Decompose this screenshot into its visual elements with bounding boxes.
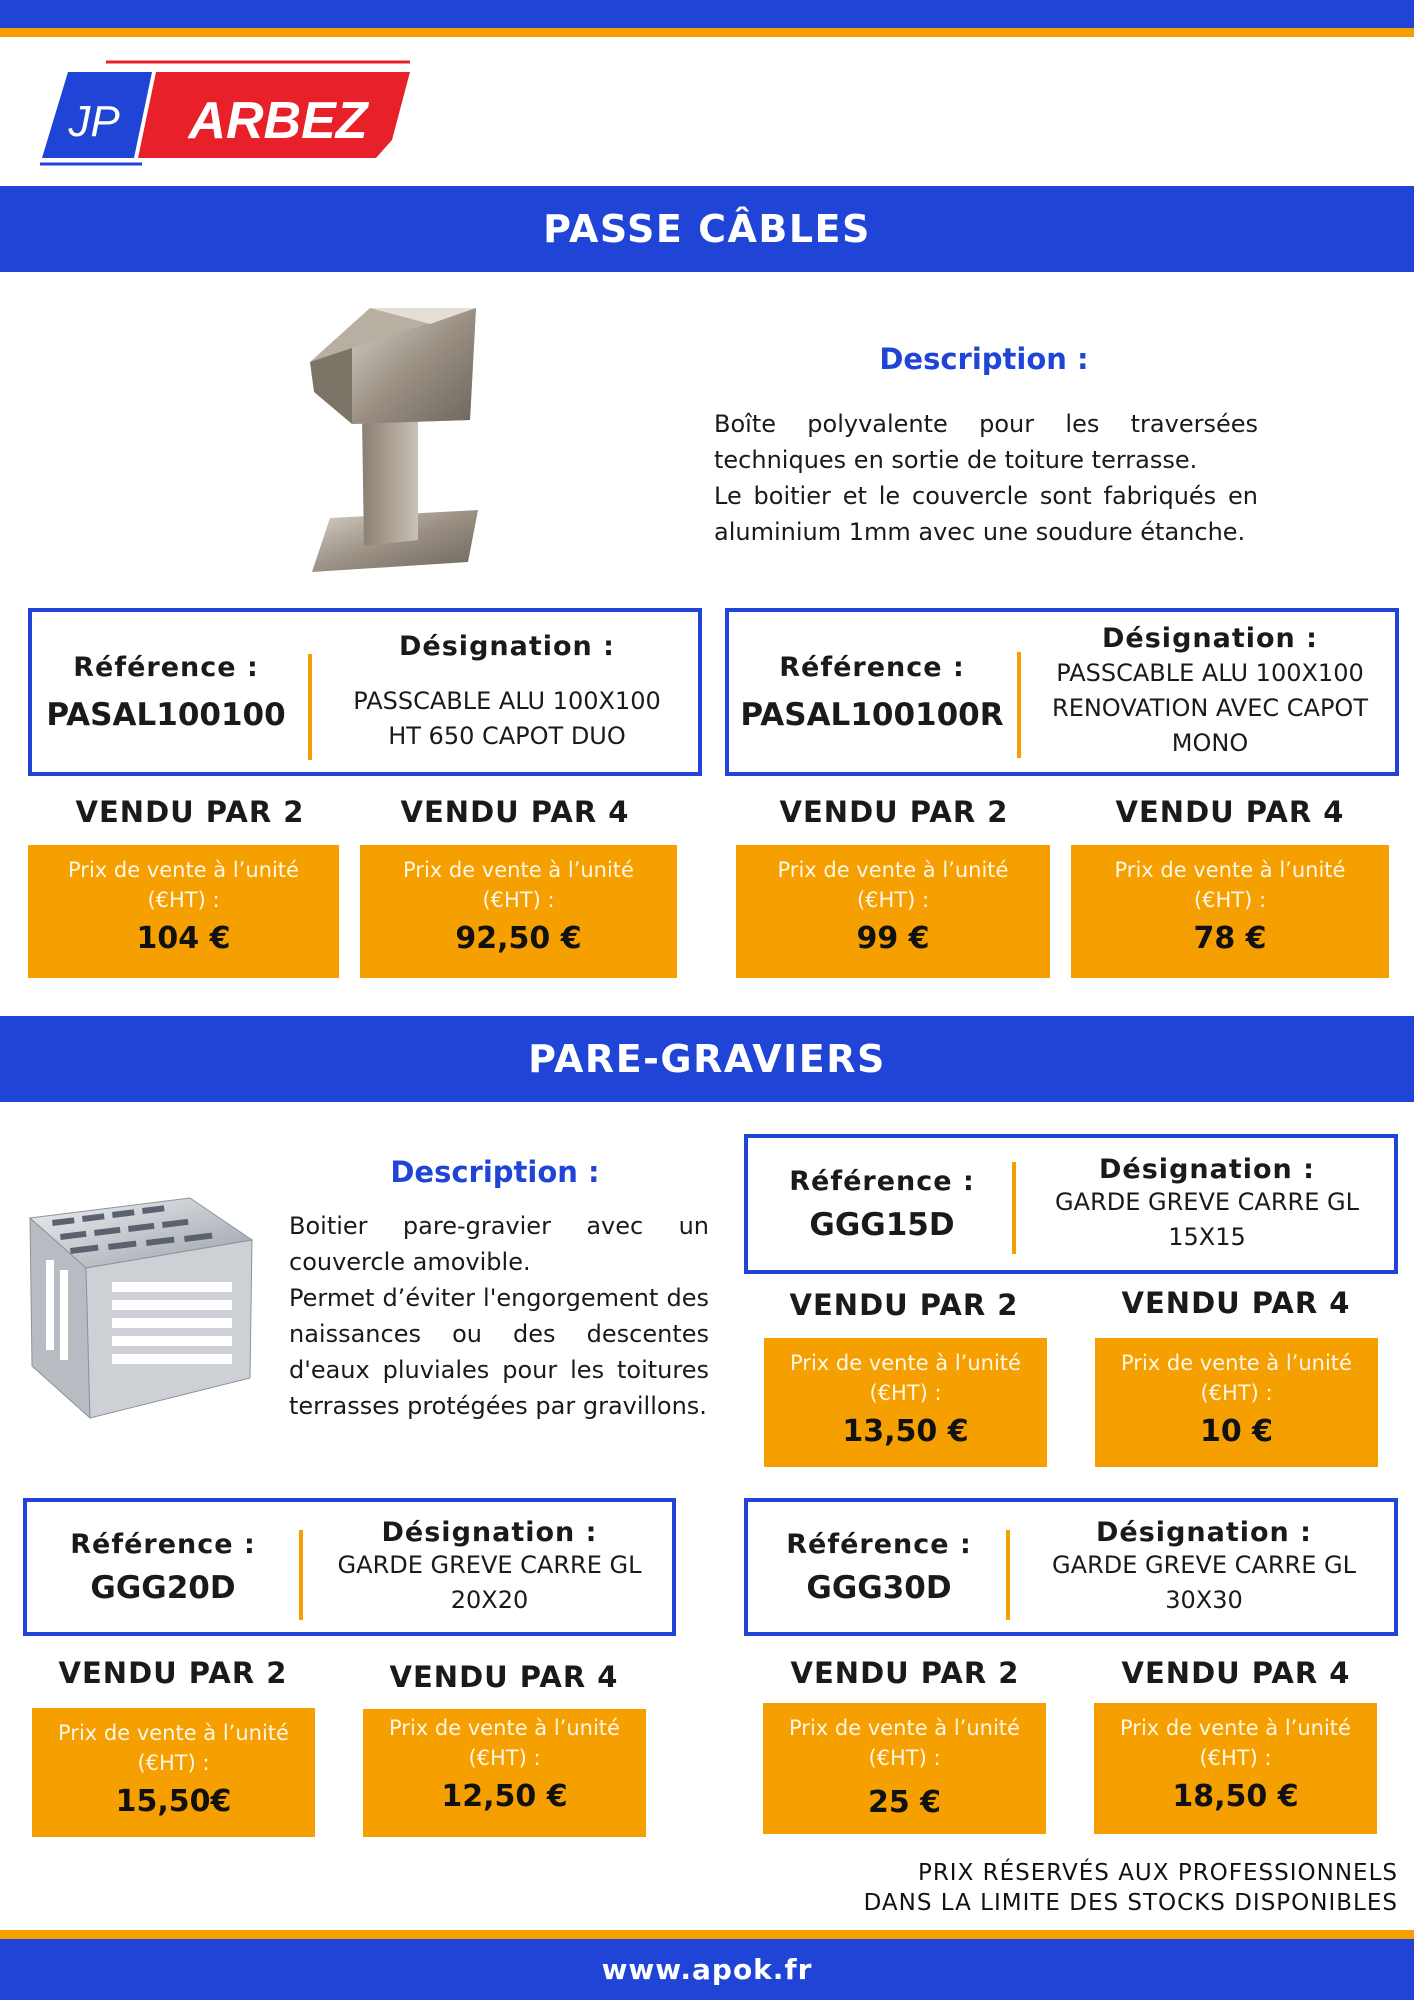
passe-description-line-1: Boîte polyvalente pour les traversées techniques en sortie de toiture terrasse. bbox=[714, 410, 1258, 474]
designation-line: 30X30 bbox=[1165, 1585, 1243, 1614]
reference-label: Référence : bbox=[70, 1528, 256, 1560]
designation-text bbox=[338, 1548, 642, 1618]
price-caption-unit: (€HT) : bbox=[137, 1751, 210, 1775]
price-caption-unit: (€HT) : bbox=[482, 888, 555, 912]
vendu-par-4-label: VENDU PAR 4 bbox=[389, 1660, 619, 1694]
price-box bbox=[32, 1708, 315, 1837]
website-link[interactable]: www.apok.fr bbox=[0, 1939, 1414, 2000]
price-box bbox=[1071, 845, 1389, 978]
price-value: 104 € bbox=[136, 921, 231, 956]
vendu-par-2-label: VENDU PAR 2 bbox=[58, 1656, 288, 1690]
vendu-par-4-label: VENDU PAR 4 bbox=[1121, 1286, 1351, 1320]
designation-label: Désignation : bbox=[1096, 1516, 1312, 1548]
price-caption-unit: (€HT) : bbox=[868, 1746, 941, 1770]
designation-text bbox=[353, 684, 660, 754]
designation-line: HT 650 CAPOT DUO bbox=[388, 721, 626, 750]
product-card-ggg30d bbox=[744, 1498, 1398, 1636]
card-divider bbox=[1017, 652, 1021, 758]
designation-line: MONO bbox=[1171, 729, 1249, 757]
designation-text bbox=[1055, 1185, 1359, 1255]
price-value: 99 € bbox=[856, 921, 930, 956]
section-banner-pare-graviers: PARE-GRAVIERS bbox=[0, 1016, 1414, 1102]
card-divider bbox=[1012, 1162, 1016, 1254]
reference-code: GGG30D bbox=[806, 1569, 952, 1606]
reference-label: Référence : bbox=[779, 651, 965, 683]
price-caption-unit: (€HT) : bbox=[1193, 888, 1267, 912]
section-banner-passe-cables: PASSE CÂBLES bbox=[0, 186, 1414, 272]
price-caption: Prix de vente à l’unité bbox=[789, 1716, 1020, 1740]
price-value: 25 € bbox=[867, 1785, 942, 1820]
designation-label: Désignation : bbox=[1102, 623, 1318, 654]
designation-line: GARDE GREVE CARRE GL bbox=[1055, 1187, 1359, 1216]
price-box bbox=[1095, 1338, 1378, 1467]
logo-arbez-text: ARBEZ bbox=[188, 92, 368, 150]
price-value: 15,50€ bbox=[115, 1784, 232, 1819]
reference-label: Référence : bbox=[786, 1528, 972, 1560]
price-value: 92,50 € bbox=[455, 921, 582, 956]
price-caption: Prix de vente à l’unité bbox=[389, 1716, 620, 1740]
price-value: 78 € bbox=[1193, 921, 1267, 956]
price-box bbox=[764, 1338, 1047, 1467]
product-card-pasal100100 bbox=[28, 608, 702, 776]
top-blue-bar bbox=[0, 0, 1414, 28]
price-value: 12,50 € bbox=[441, 1779, 568, 1814]
designation-text bbox=[1052, 656, 1368, 761]
price-caption: Prix de vente à l’unité bbox=[1121, 1351, 1352, 1375]
vendu-par-4-label: VENDU PAR 4 bbox=[1115, 795, 1345, 829]
price-caption: Prix de vente à l’unité bbox=[790, 1351, 1021, 1375]
price-caption-unit: (€HT) : bbox=[147, 888, 220, 912]
price-box bbox=[28, 845, 339, 978]
price-caption-unit: (€HT) : bbox=[468, 1746, 541, 1770]
footer-note bbox=[864, 1858, 1398, 1918]
vendu-par-2-label: VENDU PAR 2 bbox=[75, 795, 305, 829]
designation-line: 15X15 bbox=[1168, 1222, 1246, 1251]
price-caption: Prix de vente à l’unité bbox=[1120, 1716, 1351, 1740]
designation-label: Désignation : bbox=[399, 630, 615, 662]
vendu-par-4-label: VENDU PAR 4 bbox=[400, 795, 630, 829]
price-box bbox=[363, 1709, 646, 1837]
card-divider bbox=[1006, 1530, 1010, 1620]
pare-description-line-1: Boitier pare-gravier avec un couvercle amovible. bbox=[289, 1212, 709, 1276]
footer-note-line-2: DANS LA LIMITE DES STOCKS DISPONIBLES bbox=[863, 1890, 1398, 1916]
price-caption-unit: (€HT) : bbox=[1200, 1381, 1273, 1405]
price-caption: Prix de vente à l’unité bbox=[1114, 858, 1346, 882]
designation-line: GARDE GREVE CARRE GL bbox=[1052, 1550, 1356, 1579]
card-divider bbox=[299, 1530, 303, 1620]
price-caption: Prix de vente à l’unité bbox=[58, 1721, 289, 1745]
price-caption-unit: (€HT) : bbox=[1199, 1746, 1272, 1770]
price-box bbox=[1094, 1703, 1377, 1834]
designation-text bbox=[1052, 1548, 1356, 1618]
reference-code: PASAL100100R bbox=[740, 696, 1004, 733]
top-orange-stripe bbox=[0, 28, 1414, 37]
price-caption-unit: (€HT) : bbox=[856, 888, 930, 912]
vendu-par-2-label: VENDU PAR 2 bbox=[790, 1656, 1020, 1690]
bottom-orange-stripe bbox=[0, 1930, 1414, 1939]
vendu-par-2-label: VENDU PAR 2 bbox=[789, 1288, 1019, 1322]
price-caption: Prix de vente à l’unité bbox=[68, 858, 299, 882]
price-value: 18,50 € bbox=[1172, 1779, 1299, 1814]
reference-label: Référence : bbox=[789, 1165, 975, 1197]
footer-note-line-1: PRIX RÉSERVÉS AUX PROFESSIONNELS bbox=[917, 1860, 1398, 1886]
passe-cables-product-image bbox=[300, 300, 480, 580]
pare-description-line-2: Permet d’éviter l'engorgement des naissances ou des descentes d'eaux pluviales pour les toitures terrasses protégées par gravillons. bbox=[289, 1284, 709, 1420]
designation-label: Désignation : bbox=[1099, 1153, 1315, 1185]
price-box bbox=[736, 845, 1050, 978]
price-box bbox=[763, 1703, 1046, 1834]
designation-line: PASSCABLE ALU 100X100 bbox=[1056, 659, 1364, 687]
designation-label: Désignation : bbox=[381, 1516, 598, 1548]
product-card-pasal100100r bbox=[725, 608, 1399, 776]
pare-graviers-product-image bbox=[20, 1190, 260, 1420]
logo-jp-text: JP bbox=[68, 97, 120, 146]
reference-code: GGG20D bbox=[90, 1569, 236, 1606]
price-caption-unit: (€HT) : bbox=[869, 1381, 942, 1405]
pare-description-title: Description : bbox=[390, 1155, 600, 1189]
pare-description-text bbox=[289, 1208, 709, 1424]
jp-arbez-logo bbox=[38, 58, 418, 168]
passe-description-title: Description : bbox=[879, 342, 1089, 376]
product-card-ggg20d bbox=[23, 1498, 676, 1636]
passe-description-line-2: Le boitier et le couvercle sont fabriqués en aluminium 1mm avec une soudure étanche. bbox=[714, 482, 1258, 546]
price-value: 10 € bbox=[1199, 1414, 1274, 1449]
reference-code: PASAL100100 bbox=[46, 696, 286, 733]
designation-line: GARDE GREVE CARRE GL bbox=[337, 1550, 642, 1579]
vendu-par-4-label: VENDU PAR 4 bbox=[1121, 1656, 1351, 1690]
designation-line: RENOVATION AVEC CAPOT bbox=[1052, 694, 1368, 722]
designation-line: 20X20 bbox=[450, 1585, 529, 1614]
vendu-par-2-label: VENDU PAR 2 bbox=[779, 795, 1009, 829]
price-caption: Prix de vente à l’unité bbox=[403, 858, 634, 882]
designation-line: PASSCABLE ALU 100X100 bbox=[353, 686, 661, 715]
reference-code: GGG15D bbox=[809, 1206, 955, 1243]
product-card-ggg15d bbox=[744, 1134, 1398, 1274]
passe-description-text bbox=[714, 406, 1258, 550]
price-box bbox=[360, 845, 677, 978]
card-divider bbox=[308, 654, 312, 760]
price-value: 13,50 € bbox=[842, 1414, 969, 1449]
price-caption: Prix de vente à l’unité bbox=[777, 858, 1009, 882]
reference-label: Référence : bbox=[73, 651, 259, 683]
